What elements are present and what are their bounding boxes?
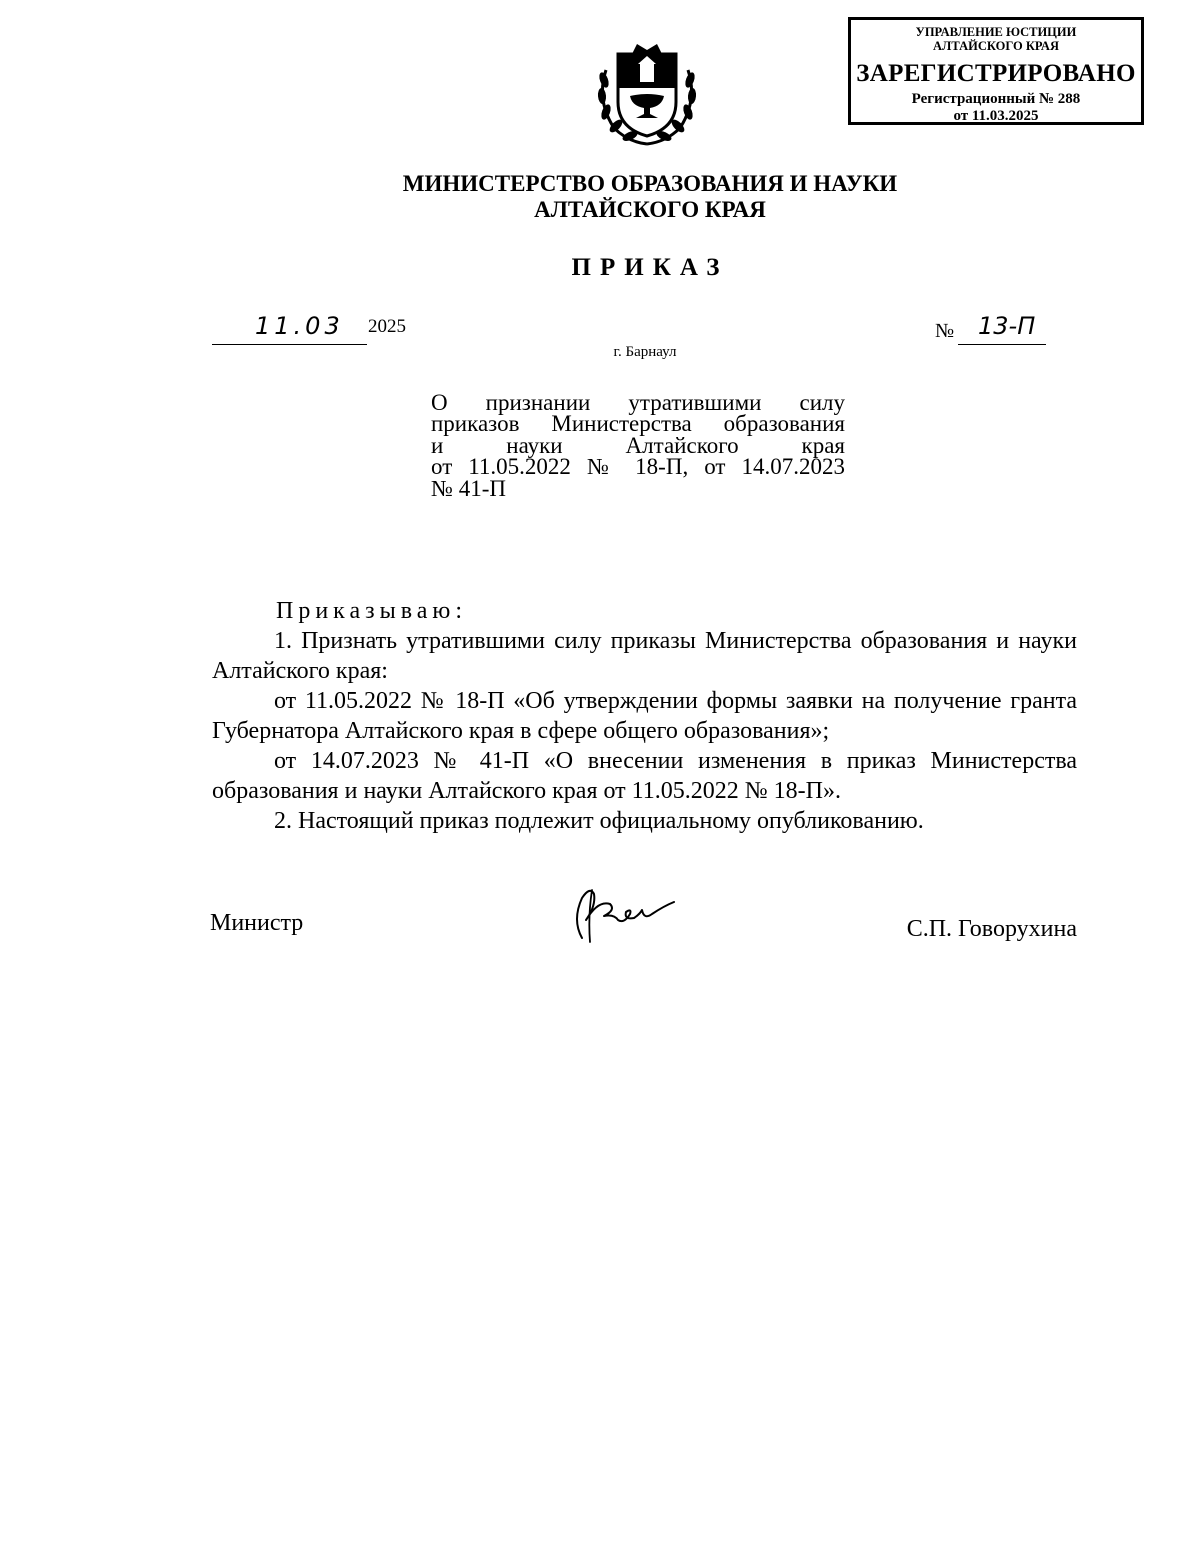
subject-line: О признании утратившими силу [431,390,845,415]
stamp-org-line2: АЛТАЙСКОГО КРАЯ [933,38,1059,53]
order-paragraph-4: 2. Настоящий приказ подлежит официальному опубликованию. [274,808,924,834]
city-name: г. Барнаул [613,344,677,360]
ministry-name-line1: МИНИСТЕРСТВО ОБРАЗОВАНИЯ И НАУКИ [402,171,898,196]
order-paragraph-3: от 14.07.2023 № 41-П «О внесении изменения в приказ Министерства образования и науки Алтайского края от 11.05.2022 № 18-П». [212,748,1077,804]
document-year: 2025 [368,316,406,337]
handwritten-number: 13-П [978,312,1036,340]
date-underline [212,344,367,345]
number-underline [958,344,1046,345]
order-directive: Приказываю: [276,598,467,624]
registration-stamp [848,17,1144,125]
order-body [212,596,1077,836]
stamp-org-line1: УПРАВЛЕНИЕ ЮСТИЦИИ [915,25,1077,39]
stamp-reg-date: от 11.03.2025 [953,108,1039,124]
order-paragraph-2: от 11.05.2022 № 18-П «Об утверждении формы заявки на получение гранта Губернатора Алтайского края в сфере общего образования»; [212,688,1077,744]
handwritten-date: 11.03 [255,312,344,340]
document-type-title: ПРИКАЗ [571,254,729,281]
handwritten-signature-icon [568,880,678,950]
signatory-name: С.П. Говорухина [906,916,1077,942]
subject-line: от 11.05.2022 № 18-П, от 14.07.2023 [431,454,845,480]
subject-line: приказов Министерства образования [431,411,845,437]
ministry-name-line2: АЛТАЙСКОГО КРАЯ [534,197,766,222]
subject-line: и науки Алтайского края [431,432,845,458]
order-subject [431,392,845,499]
signatory-role: Министр [210,910,304,936]
stamp-reg-number: Регистрационный № 288 [911,91,1081,107]
coat-of-arms-icon [592,40,702,148]
order-paragraph-1: 1. Признать утратившими силу приказы Министерства образования и науки Алтайского края: [212,628,1077,684]
stamp-status: ЗАРЕГИСТРИРОВАНО [856,60,1136,87]
number-label: № [935,320,955,342]
subject-line: № 41-П [431,475,506,501]
